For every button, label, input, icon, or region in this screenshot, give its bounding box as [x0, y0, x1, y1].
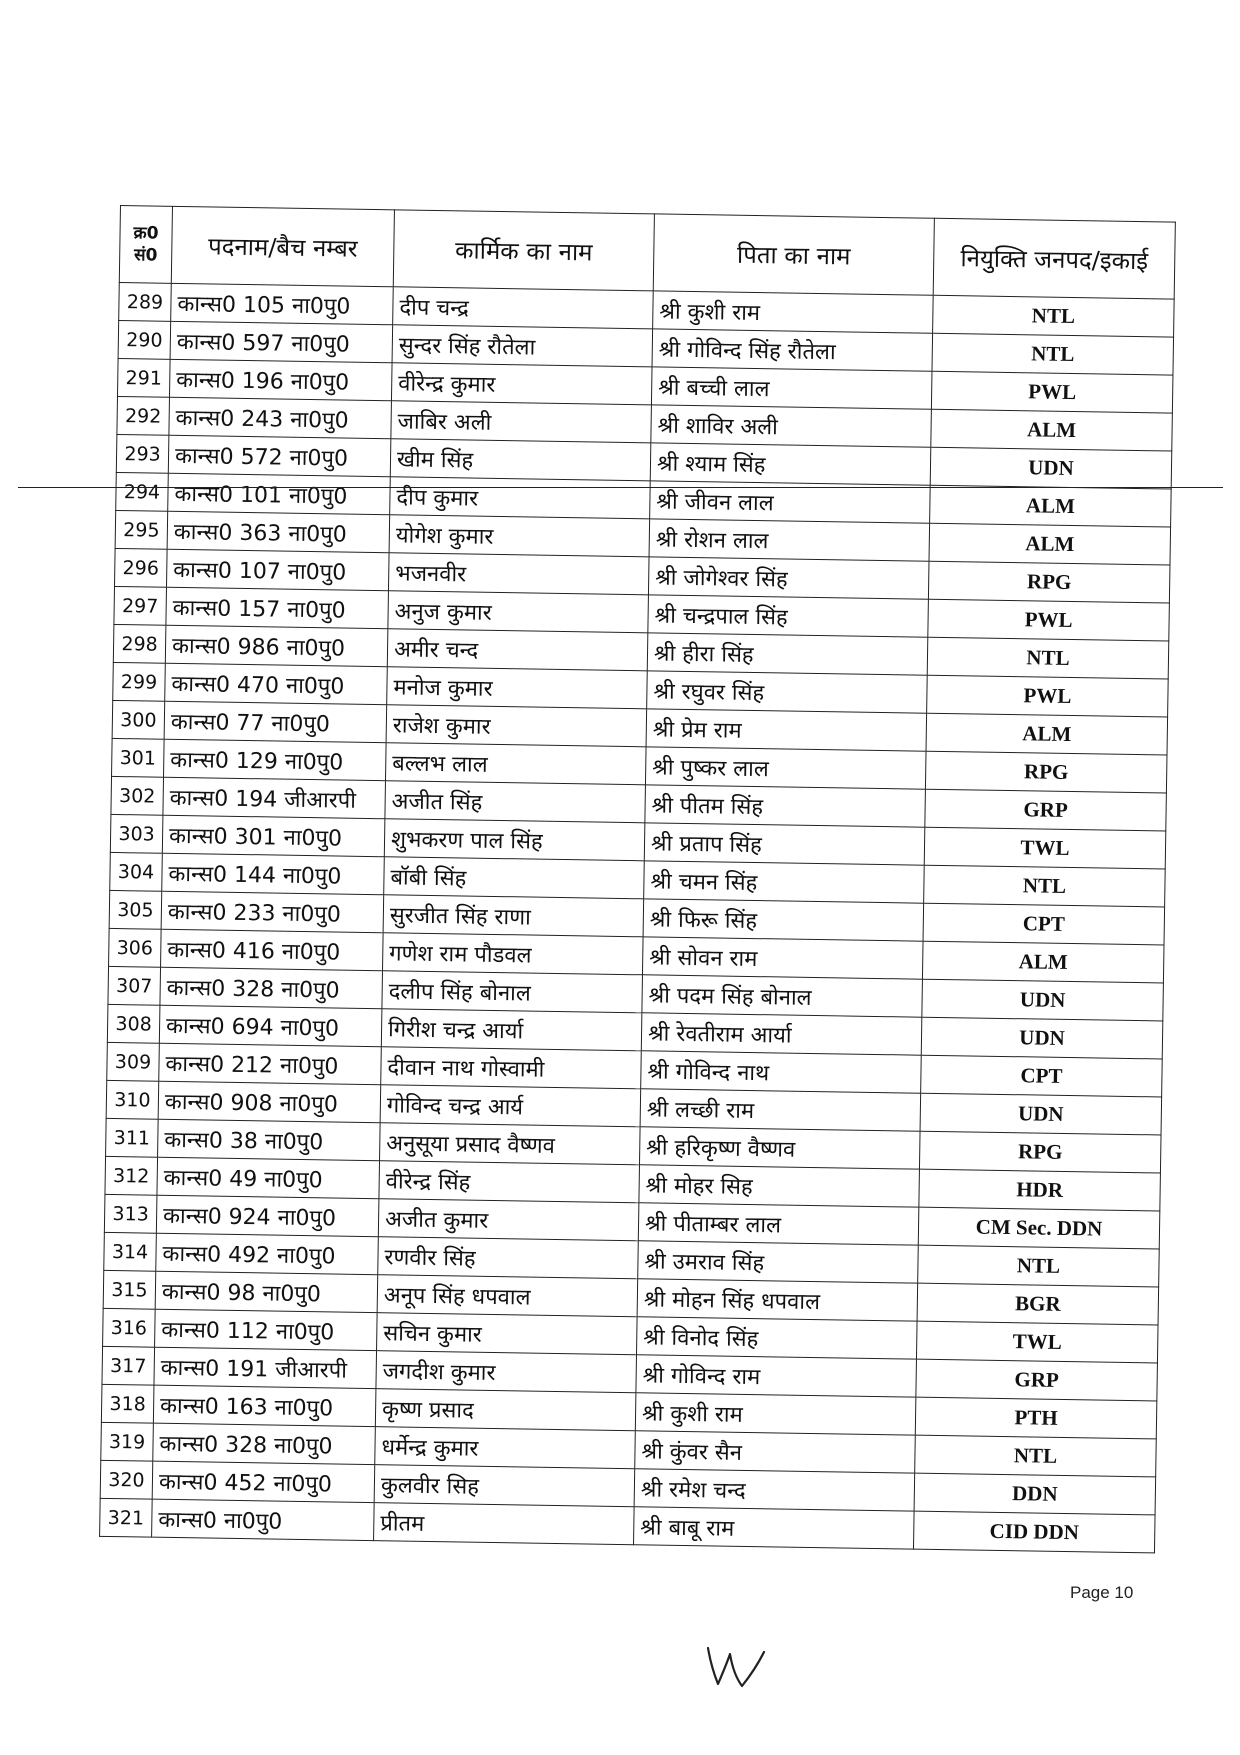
serial-number-cell: 299 — [113, 662, 166, 701]
posting-unit-cell: NTL — [933, 295, 1175, 337]
personnel-name-cell: वीरेन्द्र कुमार — [391, 363, 652, 405]
personnel-name-cell: मनोज कुमार — [387, 667, 648, 709]
posting-unit-cell: TWL — [916, 1321, 1158, 1363]
father-name-cell: श्री बच्ची लाल — [651, 367, 932, 409]
designation-cell: कान्स0 ना0पु0 — [152, 1499, 375, 1540]
serial-number-cell: 306 — [109, 928, 162, 967]
designation-cell: कान्स0 492 ना0पु0 — [156, 1233, 379, 1274]
personnel-name-cell: खीम सिंह — [390, 439, 651, 481]
posting-unit-cell: RPG — [919, 1131, 1161, 1173]
personnel-name-cell: कृष्ण प्रसाद — [375, 1389, 636, 1431]
father-name-cell: श्री पीताम्बर लाल — [638, 1203, 919, 1245]
personnel-name-cell: गिरीश चन्द्र आर्या — [381, 1009, 642, 1051]
personnel-name-cell: भजनवीर — [388, 553, 649, 595]
father-name-cell: श्री पीतम सिंह — [645, 785, 926, 827]
posting-unit-cell: PWL — [927, 675, 1169, 717]
personnel-name-cell: कुलवीर सिह — [374, 1465, 635, 1507]
father-name-cell: श्री रोशन लाल — [649, 519, 930, 561]
posting-unit-cell: GRP — [916, 1359, 1158, 1401]
designation-cell: कान्स0 196 ना0पु0 — [169, 359, 392, 400]
posting-unit-cell: PWL — [928, 599, 1170, 641]
designation-cell: कान्स0 301 ना0पु0 — [162, 815, 385, 856]
header-designation: पदनाम/बैच नम्बर — [171, 206, 394, 286]
personnel-name-cell: सुरजीत सिंह राणा — [383, 895, 644, 937]
personnel-name-cell: वीरेन्द्र सिंह — [379, 1161, 640, 1203]
serial-number-cell: 290 — [118, 320, 171, 359]
designation-cell: कान्स0 212 ना0पु0 — [159, 1043, 382, 1084]
header-serial-line2: सं0 — [133, 245, 158, 266]
designation-cell: कान्स0 38 ना0पु0 — [158, 1119, 381, 1160]
posting-unit-cell: UDN — [922, 979, 1164, 1021]
signature-initial — [700, 1640, 770, 1695]
designation-cell: कान्स0 77 ना0पु0 — [164, 701, 387, 742]
posting-unit-cell: NTL — [918, 1245, 1160, 1287]
personnel-name-cell: राजेश कुमार — [386, 705, 647, 747]
posting-unit-cell: TWL — [924, 827, 1166, 869]
posting-unit-cell: ALM — [930, 485, 1172, 527]
posting-unit-cell: PWL — [931, 371, 1173, 413]
designation-cell: कान्स0 452 ना0पु0 — [152, 1461, 375, 1502]
posting-unit-cell: UDN — [930, 447, 1172, 489]
designation-cell: कान्स0 157 ना0पु0 — [166, 587, 389, 628]
posting-unit-cell: HDR — [919, 1169, 1161, 1211]
designation-cell: कान्स0 105 ना0पु0 — [171, 283, 394, 324]
posting-unit-cell: UDN — [920, 1093, 1162, 1135]
designation-cell: कान्स0 572 ना0पु0 — [168, 435, 391, 476]
personnel-name-cell: दलीप सिंह बोनाल — [382, 971, 643, 1013]
designation-cell: कान्स0 986 ना0पु0 — [165, 625, 388, 666]
strike-through-line — [18, 487, 1223, 488]
personnel-name-cell: अमीर चन्द — [387, 629, 648, 671]
serial-number-cell: 321 — [100, 1498, 153, 1537]
father-name-cell: श्री मोहर सिह — [639, 1165, 920, 1207]
posting-unit-cell: ALM — [931, 409, 1173, 451]
father-name-cell: श्री प्रेम राम — [646, 709, 927, 751]
posting-unit-cell: ALM — [926, 713, 1168, 755]
serial-number-cell: 303 — [110, 814, 163, 853]
header-father-name: पिता का नाम — [653, 214, 934, 295]
posting-unit-cell: NTL — [915, 1435, 1157, 1477]
father-name-cell: श्री सोवन राम — [642, 937, 923, 979]
designation-cell: कान्स0 233 ना0पु0 — [161, 891, 384, 932]
designation-cell: कान्स0 194 जीआरपी — [163, 777, 386, 818]
posting-unit-cell: PTH — [915, 1397, 1157, 1439]
personnel-name-cell: प्रीतम — [374, 1503, 635, 1545]
father-name-cell: श्री गोविन्द सिंह रौतेला — [652, 329, 933, 371]
serial-number-cell: 304 — [110, 852, 163, 891]
header-personnel-name: कार्मिक का नाम — [393, 210, 654, 291]
serial-number-cell: 313 — [104, 1194, 157, 1233]
designation-cell: कान्स0 470 ना0पु0 — [165, 663, 388, 704]
personnel-name-cell: योगेश कुमार — [389, 515, 650, 557]
father-name-cell: श्री लच्छी राम — [640, 1089, 921, 1131]
serial-number-cell: 315 — [103, 1270, 156, 1309]
posting-unit-cell: BGR — [917, 1283, 1159, 1325]
serial-number-cell: 293 — [116, 434, 169, 473]
father-name-cell: श्री पुष्कर लाल — [645, 747, 926, 789]
father-name-cell: श्री उमराव सिंह — [638, 1241, 919, 1283]
posting-unit-cell: ALM — [922, 941, 1164, 983]
personnel-posting-table — [99, 205, 1176, 1553]
header-serial-line1: क्र0 — [133, 223, 159, 244]
serial-number-cell: 307 — [108, 966, 161, 1005]
designation-cell: कान्स0 243 ना0पु0 — [169, 397, 392, 438]
father-name-cell: श्री कुशी राम — [653, 291, 934, 333]
serial-number-cell: 300 — [112, 700, 165, 739]
personnel-name-cell: शुभकरण पाल सिंह — [384, 819, 645, 861]
personnel-name-cell: सचिन कुमार — [377, 1313, 638, 1355]
father-name-cell: श्री विनोद सिंह — [637, 1317, 918, 1359]
designation-cell: कान्स0 191 जीआरपी — [154, 1347, 377, 1388]
father-name-cell: श्री चन्द्रपाल सिंह — [648, 595, 929, 637]
personnel-name-cell: दीप चन्द्र — [393, 287, 654, 329]
father-name-cell: श्री श्याम सिंह — [650, 443, 931, 485]
header-serial-number — [119, 206, 172, 284]
serial-number-cell: 314 — [104, 1232, 157, 1271]
personnel-name-cell: गोविन्द चन्द्र आर्य — [380, 1085, 641, 1127]
serial-number-cell: 310 — [106, 1080, 159, 1119]
designation-cell: कान्स0 144 ना0पु0 — [162, 853, 385, 894]
personnel-name-cell: अनुसूया प्रसाद वैष्णव — [380, 1123, 641, 1165]
serial-number-cell: 308 — [107, 1004, 160, 1043]
serial-number-cell: 305 — [109, 890, 162, 929]
serial-number-cell: 301 — [112, 738, 165, 777]
serial-number-cell: 302 — [111, 776, 164, 815]
personnel-name-cell: बल्लभ लाल — [385, 743, 646, 785]
page-number: Page 10 — [1070, 1583, 1134, 1602]
designation-cell: कान्स0 163 ना0पु0 — [153, 1385, 376, 1426]
father-name-cell: श्री कुंवर सैन — [635, 1431, 916, 1473]
personnel-name-cell: धर्मेन्द्र कुमार — [375, 1427, 636, 1469]
personnel-name-cell: जगदीश कुमार — [376, 1351, 637, 1393]
personnel-name-cell: गणेश राम पौडवल — [383, 933, 644, 975]
father-name-cell: श्री गोविन्द राम — [636, 1355, 917, 1397]
posting-unit-cell: CM Sec. DDN — [918, 1207, 1160, 1249]
personnel-name-cell: दीप कुमार — [390, 477, 651, 519]
father-name-cell: श्री मोहन सिंह धपवाल — [637, 1279, 918, 1321]
father-name-cell: श्री बाबू राम — [634, 1507, 915, 1549]
personnel-name-cell: रणवीर सिंह — [378, 1237, 639, 1279]
designation-cell: कान्स0 98 ना0पु0 — [155, 1271, 378, 1312]
designation-cell: कान्स0 908 ना0पु0 — [158, 1081, 381, 1122]
father-name-cell: श्री रेवतीराम आर्या — [641, 1013, 922, 1055]
posting-unit-cell: RPG — [925, 751, 1167, 793]
personnel-name-cell: अजीत कुमार — [378, 1199, 639, 1241]
posting-unit-cell: CPT — [921, 1055, 1163, 1097]
serial-number-cell: 294 — [116, 472, 169, 511]
serial-number-cell: 318 — [101, 1384, 154, 1423]
father-name-cell: श्री हीरा सिंह — [647, 633, 928, 675]
personnel-name-cell: अजीत सिंह — [385, 781, 646, 823]
designation-cell: कान्स0 416 ना0पु0 — [161, 929, 384, 970]
designation-cell: कान्स0 363 ना0पु0 — [167, 511, 390, 552]
serial-number-cell: 292 — [117, 396, 170, 435]
designation-cell: कान्स0 328 ना0पु0 — [153, 1423, 376, 1464]
posting-unit-cell: CID DDN — [913, 1511, 1155, 1553]
father-name-cell: श्री जीवन लाल — [650, 481, 931, 523]
father-name-cell: श्री शाविर अली — [651, 405, 932, 447]
designation-cell: कान्स0 597 ना0पु0 — [170, 321, 393, 362]
posting-unit-cell: UDN — [921, 1017, 1163, 1059]
posting-unit-cell: GRP — [925, 789, 1167, 831]
serial-number-cell: 317 — [102, 1346, 155, 1385]
designation-cell: कान्स0 107 ना0पु0 — [167, 549, 390, 590]
posting-unit-cell: DDN — [914, 1473, 1156, 1515]
father-name-cell: श्री रमेश चन्द — [634, 1469, 915, 1511]
father-name-cell: श्री चमन सिंह — [644, 861, 925, 903]
father-name-cell: श्री फिरू सिंह — [643, 899, 924, 941]
designation-cell: कान्स0 112 ना0पु0 — [155, 1309, 378, 1350]
posting-unit-cell: RPG — [928, 561, 1170, 603]
personnel-name-cell: सुन्दर सिंह रौतेला — [392, 325, 653, 367]
serial-number-cell: 291 — [117, 358, 170, 397]
serial-number-cell: 295 — [115, 510, 168, 549]
father-name-cell: श्री पदम सिंह बोनाल — [642, 975, 923, 1017]
posting-unit-cell: NTL — [927, 637, 1169, 679]
father-name-cell: श्री कुशी राम — [635, 1393, 916, 1435]
serial-number-cell: 309 — [107, 1042, 160, 1081]
posting-unit-cell: CPT — [923, 903, 1165, 945]
designation-cell: कान्स0 694 ना0पु0 — [159, 1005, 382, 1046]
serial-number-cell: 311 — [106, 1118, 159, 1157]
serial-number-cell: 289 — [119, 282, 172, 321]
father-name-cell: श्री रघुवर सिंह — [647, 671, 928, 713]
father-name-cell: श्री गोविन्द नाथ — [641, 1051, 922, 1093]
personnel-name-cell: बॉबी सिंह — [384, 857, 645, 899]
posting-unit-cell: NTL — [924, 865, 1166, 907]
designation-cell: कान्स0 328 ना0पु0 — [160, 967, 383, 1008]
header-posting-unit: नियुक्ति जनपद/इकाई — [933, 218, 1175, 299]
designation-cell: कान्स0 101 ना0पु0 — [168, 473, 391, 514]
serial-number-cell: 316 — [103, 1308, 156, 1347]
serial-number-cell: 297 — [114, 586, 167, 625]
father-name-cell: श्री जोगेश्वर सिंह — [648, 557, 929, 599]
father-name-cell: श्री हरिकृष्ण वैष्णव — [639, 1127, 920, 1169]
designation-cell: कान्स0 129 ना0पु0 — [164, 739, 387, 780]
posting-unit-cell: ALM — [929, 523, 1171, 565]
designation-cell: कान्स0 49 ना0पु0 — [157, 1157, 380, 1198]
serial-number-cell: 296 — [115, 548, 168, 587]
serial-number-cell: 320 — [100, 1460, 153, 1499]
personnel-name-cell: अनूप सिंह धपवाल — [377, 1275, 638, 1317]
posting-unit-cell: NTL — [932, 333, 1174, 375]
designation-cell: कान्स0 924 ना0पु0 — [156, 1195, 379, 1236]
serial-number-cell: 312 — [105, 1156, 158, 1195]
serial-number-cell: 319 — [101, 1422, 154, 1461]
serial-number-cell: 298 — [113, 624, 166, 663]
father-name-cell: श्री प्रताप सिंह — [644, 823, 925, 865]
personnel-name-cell: जाबिर अली — [391, 401, 652, 443]
personnel-name-cell: दीवान नाथ गोस्वामी — [381, 1047, 642, 1089]
personnel-name-cell: अनुज कुमार — [388, 591, 649, 633]
